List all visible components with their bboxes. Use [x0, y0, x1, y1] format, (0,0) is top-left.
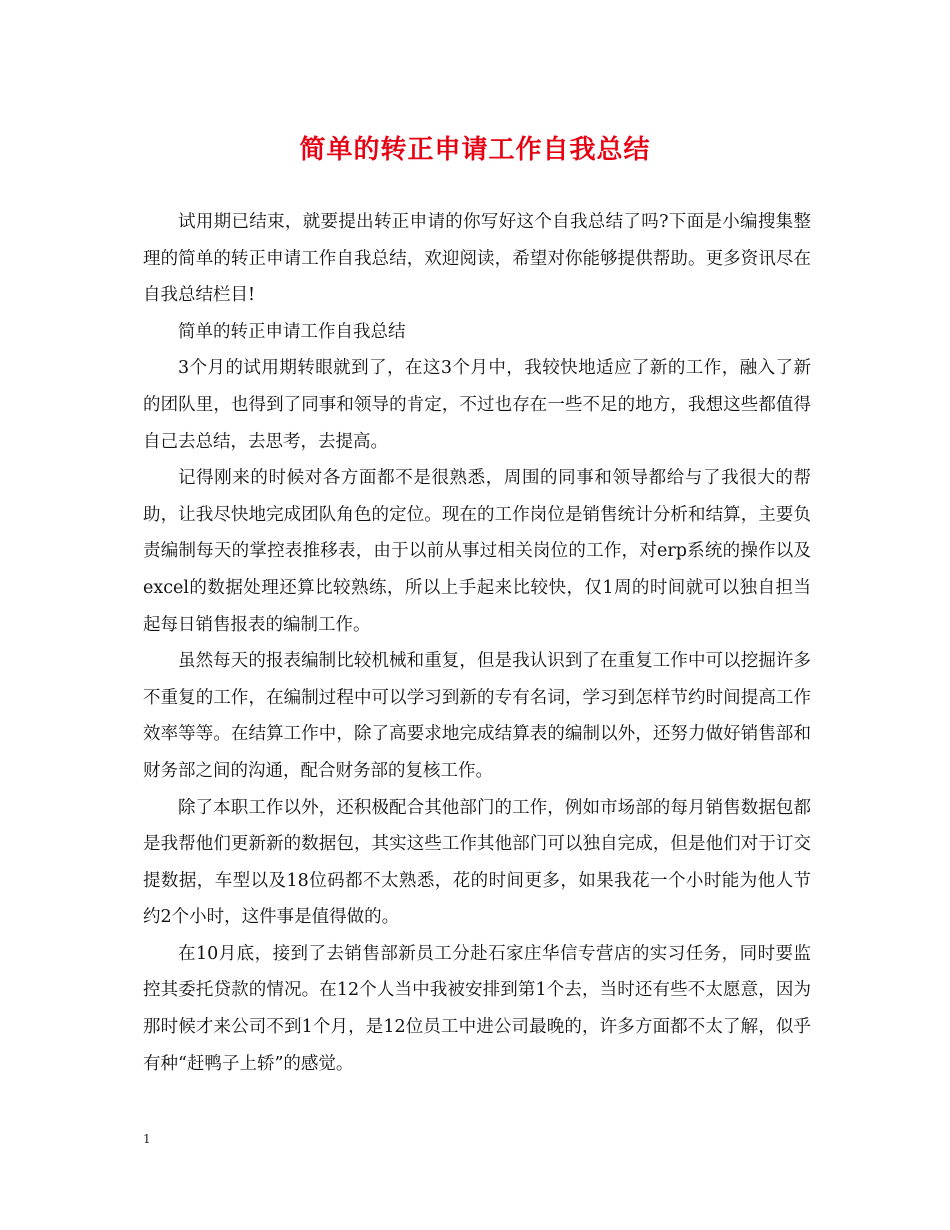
document-title: 简单的转正申请工作自我总结: [299, 135, 651, 165]
paragraph-subtitle: 简单的转正申请工作自我总结: [178, 321, 406, 342]
paragraph-intro: 试用期已结束，就要提出转正申请的你写好这个自我总结了吗?下面是小编搜集整理的简单的转正申请工作自我总结，欢迎阅读，希望对你能够提供帮助。更多资讯尽在自我总结栏目!: [143, 212, 811, 306]
paragraph-probation: 3个月的试用期转眼就到了，在这3个月中，我较快地适应了新的工作，融入了新的团队里，也得到了同事和领导的肯定，不过也存在一些不足的地方，我想这些都值得自己去总结，去思考，去提高。: [143, 358, 811, 452]
paragraph-onboarding: 记得刚来的时候对各方面都不是很熟悉，周围的同事和领导都给与了我很大的帮助，让我尽快地完成团队角色的定位。现在的工作岗位是销售统计分析和结算，主要负责编制每天的掌控表推移表，由于以前从事过相关岗位的工作，对erp系统的操作以及excel的数据处理还算比较熟练，所以上手起来比较快，仅1周的时间就可以独自担当起每日销售报表的编制工作。: [143, 468, 811, 635]
paragraph-cross-department: 除了本职工作以外，还积极配合其他部门的工作，例如市场部的每月销售数据包都是我帮他们更新新的数据包，其实这些工作其他部门可以独自完成，但是他们对于订交提数据，车型以及18位码都不太熟悉，花的时间更多，如果我花一个小时能为他人节约2个小时，这件事是值得做的。: [143, 797, 811, 928]
page-number: 1: [143, 1132, 151, 1146]
paragraph-internship: 在10月底，接到了去销售部新员工分赴石家庄华信专营店的实习任务，同时要监控其委托贷款的情况。在12个人当中我被安排到第1个去，当时还有些不太愿意，因为那时候才来公司不到1个月，是12位员工中进公司最晚的，许多方面都不太了解，似乎有种“赶鸭子上轿”的感觉。: [143, 943, 811, 1074]
document-body: [143, 204, 811, 1082]
paragraph-reporting: 虽然每天的报表编制比较机械和重复，但是我认识到了在重复工作中可以挖掘许多不重复的工作，在编制过程中可以学习到新的专有名词，学习到怎样节约时间提高工作效率等等。在结算工作中，除了高要求地完成结算表的编制以外，还努力做好销售部和财务部之间的沟通，配合财务部的复核工作。: [143, 651, 811, 781]
